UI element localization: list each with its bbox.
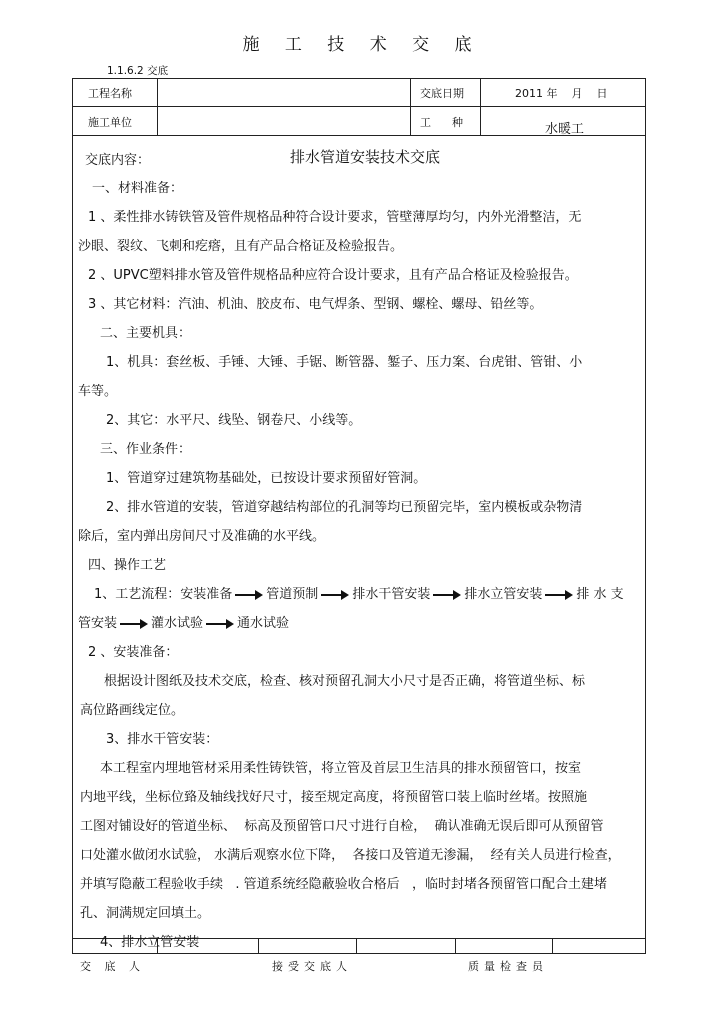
flow-step-3: 排水干管安装	[352, 587, 431, 602]
inspector-label: 质量检查员	[468, 960, 548, 973]
presenter-label: 交 底 人	[80, 960, 145, 973]
table-border-left	[72, 78, 73, 954]
row-divider-1	[72, 106, 646, 107]
table-border-right	[645, 78, 646, 954]
flow-step-4: 排水立管安装	[464, 587, 543, 602]
line-8: 车等。	[78, 384, 118, 399]
flow-arrow-icon	[545, 590, 573, 600]
project-name-label: 工程名称	[88, 87, 132, 100]
content-heading: 排水管道安装技术交底	[290, 148, 441, 166]
content-body	[80, 174, 645, 957]
line-16: 根据设计图纸及技术交底，检查、核对预留孔洞大小尺寸是否正确，将管道坐标、标	[104, 674, 586, 689]
table-border-top	[72, 78, 646, 79]
line-25: 4、排水立管安装	[100, 935, 200, 950]
line-14: 四、操作工艺	[88, 558, 167, 573]
flow-step-8: 通水试验	[237, 616, 290, 631]
flow-prefix: 1、工艺流程：	[94, 587, 181, 602]
line-18: 3、排水干管安装：	[106, 732, 219, 747]
line-1: 一、材料准备：	[92, 181, 184, 196]
flow-step-2: 管道预制	[266, 587, 319, 602]
col-divider-c	[480, 78, 481, 135]
process-flow	[80, 580, 645, 609]
flow-step-1: 安装准备	[180, 587, 233, 602]
flow-step-6: 管安装	[78, 616, 118, 631]
line-21: 工图对铺设好的管道坐标、 标高及预留管口尺寸进行自检， 确认准确无误后即可从预留管	[80, 819, 604, 834]
line-11: 1、管道穿过建筑物基础处，已按设计要求预留好管洞。	[106, 471, 427, 486]
line-10: 三、作业条件：	[100, 442, 192, 457]
line-6: 二、主要机具：	[100, 326, 192, 341]
process-flow-cont	[78, 609, 645, 638]
line-22: 口处灌水做闭水试验， 水满后观察水位下降， 各接口及管道无渗漏， 经有关人员进行检查，	[80, 848, 621, 863]
line-3: 沙眼、裂纹、飞刺和疙瘩，且有产品合格证及检验报告。	[78, 239, 404, 254]
col-divider-b	[410, 78, 411, 135]
line-20: 内地平线，坐标位臵及轴线找好尺寸，接至规定高度，将预留管口装上临时丝堵。按照施	[80, 790, 588, 805]
line-7: 1、机具：套丝板、手锤、大锤、手锯、断管器、錾子、压力案、台虎钳、管钳、小	[106, 355, 583, 370]
flow-step-7: 灌水试验	[151, 616, 204, 631]
flow-arrow-icon	[120, 619, 148, 629]
flow-arrow-icon	[235, 590, 263, 600]
line-23: 并填写隐蔽工程验收手续 . 管道系统经隐蔽验收合格后 ，临时封堵各预留管口配合土建堵	[80, 877, 608, 892]
flow-arrow-icon	[321, 590, 349, 600]
col-divider-a	[157, 78, 158, 135]
receiver-label: 接受交底人	[272, 960, 352, 973]
flow-step-5: 排 水 支	[576, 587, 624, 602]
line-4: 2 、UPVC塑料排水管及管件规格品种应符合设计要求，且有产品合格证及检验报告。	[88, 268, 578, 283]
section-number: 1.1.6.2 交底	[107, 65, 169, 77]
trade-value: 水暖工	[545, 122, 585, 137]
flow-arrow-icon	[206, 619, 234, 629]
line-17: 高位路画线定位。	[80, 703, 185, 718]
line-5: 3 、其它材料：汽油、机油、胶皮布、电气焊条、型钢、螺栓、螺母、铅丝等。	[88, 297, 543, 312]
content-label: 交底内容：	[85, 153, 151, 168]
date-label: 交底日期	[420, 87, 464, 100]
line-2: 1 、柔性排水铸铁管及管件规格品种符合设计要求，管壁薄厚均匀，内外光滑整洁，无	[88, 210, 582, 225]
flow-arrow-icon	[433, 590, 461, 600]
line-19: 本工程室内埋地管材采用柔性铸铁管，将立管及首层卫生洁具的排水预留管口，按室	[100, 761, 582, 776]
document-title: 施 工 技 术 交 底	[242, 35, 482, 55]
line-24: 孔、洞满规定回填土。	[80, 906, 211, 921]
line-15: 2 、安装准备：	[88, 645, 179, 660]
date-value: 2011 年 月 日	[515, 87, 608, 100]
trade-label: 工 种	[420, 116, 463, 129]
line-12: 2、排水管道的安装，管道穿越结构部位的孔洞等均已预留完毕，室内模板或杂物清	[106, 500, 583, 515]
line-9: 2、其它：水平尺、线坠、钢卷尺、小线等。	[106, 413, 362, 428]
line-13: 除后，室内弹出房间尺寸及准确的水平线。	[78, 529, 326, 544]
construction-unit-label: 施工单位	[88, 116, 132, 129]
